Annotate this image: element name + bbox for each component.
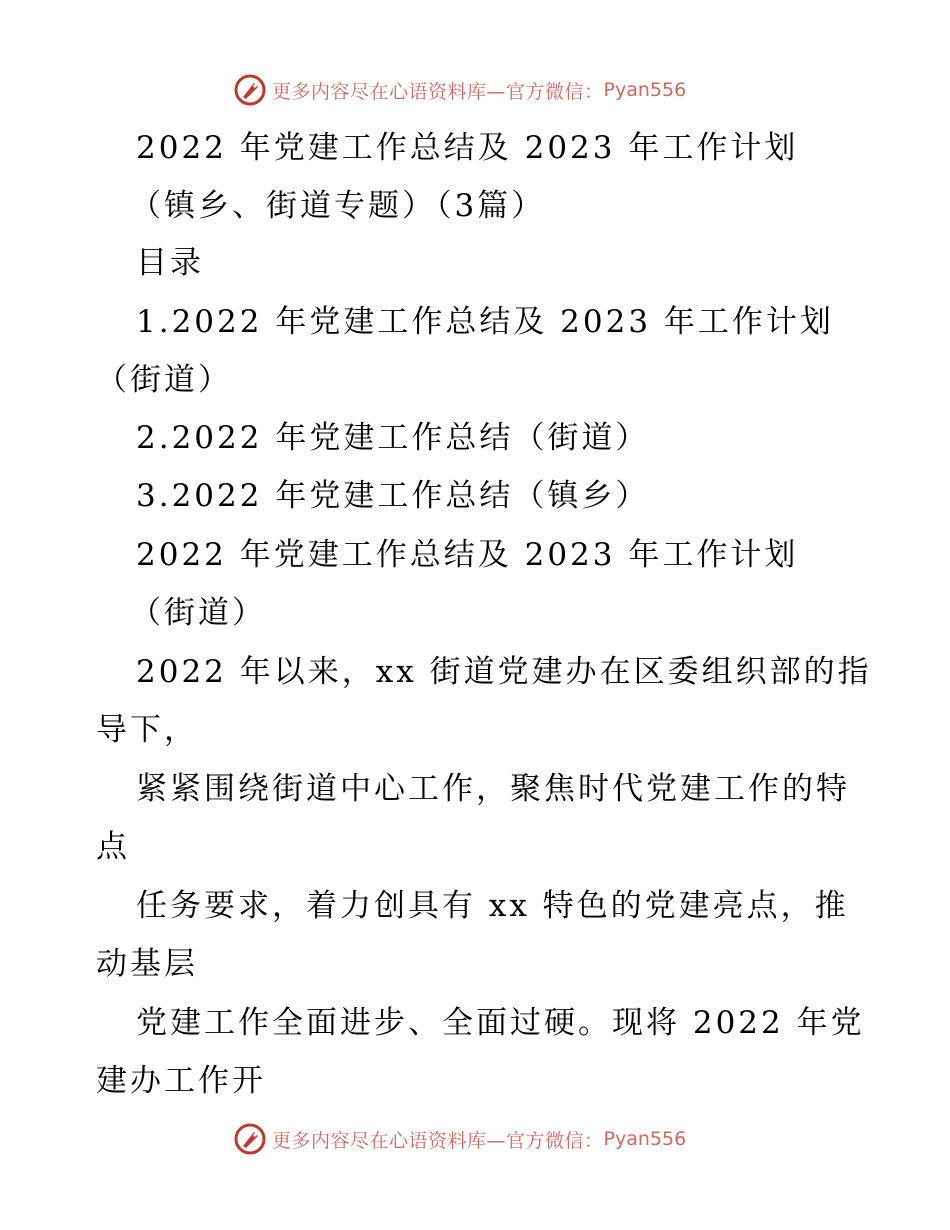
paragraph-line: 动基层	[96, 946, 198, 982]
toc-item-1-continued: （街道）	[96, 362, 232, 398]
pen-nib-logo-icon	[234, 1123, 266, 1155]
header-banner	[234, 73, 686, 107]
paragraph-line: 导下，	[96, 712, 198, 748]
paragraph-line: 任务要求，着力创具有 xx 特色的党建亮点，推	[136, 888, 849, 924]
paragraph-line: 点	[96, 829, 130, 865]
paragraph-line: 2022 年以来，xx 街道党建办在区委组织部的指	[136, 654, 872, 690]
section-subtitle: （街道）	[130, 595, 266, 631]
toc-item-3: 3.2022 年党建工作总结（镇乡）	[136, 478, 650, 514]
banner-contact: Pyan556	[603, 1128, 687, 1150]
footer-banner	[234, 1122, 686, 1156]
doc-subtitle: （镇乡、街道专题）（3篇）	[130, 188, 546, 224]
paragraph-line: 党建工作全面进步、全面过硬。现将 2022 年党	[136, 1005, 865, 1041]
toc-heading: 目录	[136, 245, 204, 281]
paragraph-line: 紧紧围绕街道中心工作，聚焦时代党建工作的特	[136, 771, 850, 807]
banner-text: 更多内容尽在心语资料库—官方微信：	[272, 80, 604, 103]
toc-item-1: 1.2022 年党建工作总结及 2023 年工作计划	[136, 304, 834, 340]
banner-text: 更多内容尽在心语资料库—官方微信：	[272, 1129, 604, 1152]
pen-nib-logo-icon	[234, 74, 266, 106]
doc-title: 2022 年党建工作总结及 2023 年工作计划	[136, 130, 799, 166]
banner-contact: Pyan556	[603, 79, 687, 101]
section-title: 2022 年党建工作总结及 2023 年工作计划	[136, 537, 799, 573]
paragraph-line: 建办工作开	[96, 1063, 266, 1099]
toc-item-2: 2.2022 年党建工作总结（街道）	[136, 420, 650, 456]
